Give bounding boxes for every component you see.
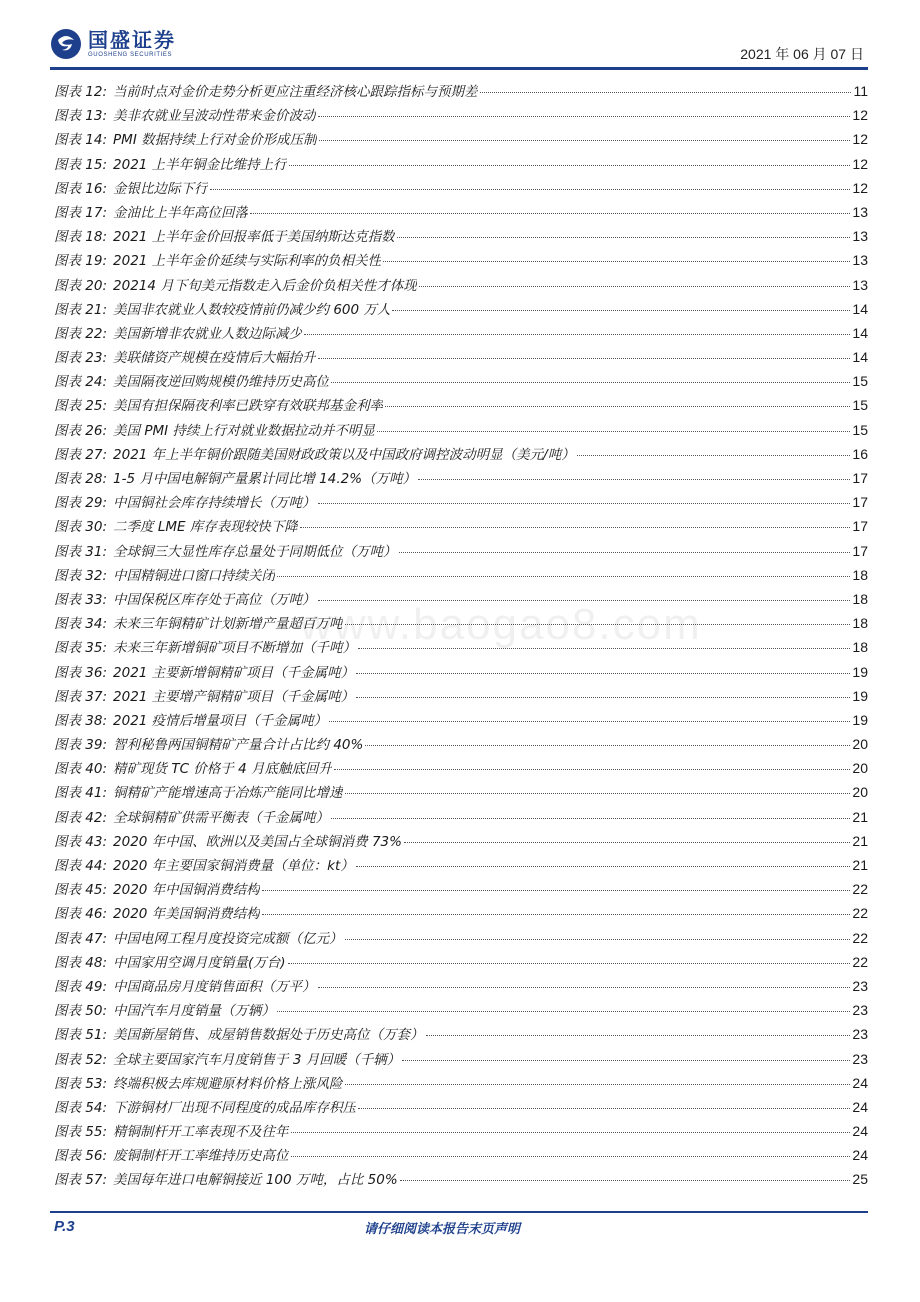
- figure-label: 图表 19:: [54, 253, 108, 270]
- figure-page-number: 14: [852, 349, 868, 366]
- figure-page-number: 16: [852, 445, 868, 462]
- figure-page-number: 17: [852, 470, 868, 486]
- toc-entry[interactable]: [54, 612, 868, 636]
- figure-title: 2021 年上半年铜价跟随美国财政政策以及中国政府调控波动明显（美元/吨）: [113, 446, 575, 463]
- figure-label: 图表 39:: [54, 737, 108, 754]
- leader-dots: [480, 92, 852, 93]
- figure-title: 废铜制杆开工率维持历史高位: [113, 1148, 289, 1165]
- leader-dots: [419, 286, 851, 287]
- figure-title: 美国有担保隔夜利率已跌穿有效联邦基金利率: [113, 398, 384, 415]
- toc-entry[interactable]: [54, 685, 868, 709]
- figure-page-number: 24: [852, 1074, 868, 1091]
- figure-page-number: 19: [852, 687, 868, 704]
- toc-entry[interactable]: [54, 322, 868, 346]
- leader-dots: [399, 552, 851, 553]
- leader-dots: [262, 890, 851, 891]
- toc-entry[interactable]: [54, 854, 868, 878]
- toc-entry[interactable]: [54, 153, 868, 177]
- figure-title: 金油比上半年高位回落: [113, 204, 249, 221]
- figure-title: 20214 月下旬美元指数走入后金价负相关性才体现: [113, 277, 417, 294]
- leader-dots: [358, 648, 850, 649]
- toc-entry[interactable]: [54, 781, 868, 805]
- toc-entry[interactable]: [54, 757, 868, 781]
- header-divider: [50, 67, 868, 70]
- toc-entry[interactable]: [54, 225, 868, 249]
- figure-title: 美国隔夜逆回购规模仍维持历史高位: [113, 374, 330, 391]
- figure-page-number: 20: [852, 736, 868, 753]
- figure-page-number: 22: [852, 881, 868, 898]
- leader-dots: [331, 382, 850, 383]
- figure-label: 图表 14:: [54, 132, 108, 149]
- leader-dots: [304, 334, 850, 335]
- figure-page-number: 24: [852, 1147, 868, 1164]
- figure-title: 全球铜精矿供需平衡表（千金属吨）: [113, 809, 330, 826]
- toc-entry[interactable]: [54, 298, 868, 322]
- figure-page-number: 24: [852, 1098, 868, 1115]
- guosheng-logo-icon: [50, 28, 82, 60]
- figure-page-number: 25: [852, 1171, 868, 1188]
- toc-entry[interactable]: [54, 709, 868, 733]
- figure-label: 图表 34:: [54, 616, 108, 633]
- toc-entry[interactable]: [54, 274, 868, 298]
- figure-label: 图表 40:: [54, 761, 108, 778]
- toc-entry[interactable]: [54, 1096, 868, 1120]
- figure-page-number: 14: [852, 300, 868, 317]
- figure-label: 图表 21:: [54, 301, 108, 318]
- report-date: 2021 年 06 月 07 日: [740, 46, 864, 62]
- figure-label: 图表 30:: [54, 519, 108, 536]
- figure-title: 中国保税区库存处于高位（万吨）: [113, 591, 316, 608]
- toc-entry[interactable]: [54, 878, 868, 902]
- figure-page-number: 22: [852, 905, 868, 922]
- figure-title: 美国非农就业人数较疫情前仍减少约 600 万人: [113, 301, 391, 318]
- leader-dots: [418, 479, 850, 480]
- leader-dots: [397, 237, 851, 238]
- figure-page-number: 18: [852, 615, 868, 632]
- figure-page-number: 12: [852, 155, 868, 172]
- leader-dots: [400, 1180, 851, 1181]
- figure-label: 图表 43:: [54, 833, 108, 850]
- figure-label: 图表 28:: [54, 471, 108, 487]
- leader-dots: [289, 165, 851, 166]
- leader-dots: [277, 576, 850, 577]
- figure-page-number: 23: [852, 1026, 868, 1043]
- leader-dots: [318, 503, 851, 504]
- figure-label: 图表 50:: [54, 1003, 108, 1020]
- leader-dots: [392, 310, 850, 311]
- figure-title: 2021 上半年金价回报率低于美国纳斯达克指数: [113, 229, 395, 246]
- toc-entry[interactable]: [54, 902, 868, 926]
- toc-entry[interactable]: [54, 661, 868, 685]
- toc-entry[interactable]: [54, 806, 868, 830]
- toc-entry[interactable]: [54, 1144, 868, 1168]
- figure-label: 图表 44:: [54, 858, 108, 874]
- leader-dots: [250, 213, 850, 214]
- figure-title: 2021 主要新增铜精矿项目（千金属吨）: [113, 664, 355, 681]
- figure-label: 图表 12:: [54, 84, 108, 100]
- leader-dots: [402, 1060, 850, 1061]
- figure-page-number: 12: [852, 179, 868, 196]
- toc-entry[interactable]: [54, 1023, 868, 1047]
- figure-title: 中国精铜进口窗口持续关闭: [113, 567, 276, 584]
- figure-label: 图表 36:: [54, 664, 108, 681]
- figure-label: 图表 46:: [54, 906, 108, 923]
- figure-page-number: 17: [852, 518, 868, 535]
- figure-label: 图表 17:: [54, 204, 108, 221]
- figure-label: 图表 48:: [54, 954, 108, 971]
- figure-label: 图表 15:: [54, 156, 108, 173]
- toc-entry[interactable]: [54, 249, 868, 273]
- figure-title: 下游铜材厂出现不同程度的成品库存积压: [113, 1099, 357, 1116]
- leader-dots: [345, 939, 851, 940]
- figure-page-number: 18: [852, 566, 868, 583]
- toc-entry[interactable]: [54, 733, 868, 757]
- figure-page-number: 23: [852, 977, 868, 994]
- figure-title: 美非农就业呈波动性带来金价波动: [113, 108, 316, 125]
- page-header: [0, 0, 920, 70]
- toc-entry[interactable]: [54, 1048, 868, 1072]
- toc-entry[interactable]: [54, 467, 868, 491]
- figure-title: 终端积极去库规避原材料价格上涨风险: [113, 1075, 343, 1092]
- leader-dots: [331, 818, 850, 819]
- leader-dots: [318, 987, 851, 988]
- figure-title: 未来三年新增铜矿项目不断增加（千吨）: [113, 640, 357, 657]
- leader-dots: [262, 914, 851, 915]
- leader-dots: [329, 721, 850, 722]
- leader-dots: [358, 1108, 850, 1109]
- figure-page-number: 20: [852, 760, 868, 777]
- figure-title: 美国每年进口电解铜接近 100 万吨，占比 50%: [113, 1172, 398, 1189]
- toc-entry[interactable]: [54, 80, 868, 104]
- figure-page-number: 22: [852, 953, 868, 970]
- figure-page-number: 15: [852, 397, 868, 414]
- figure-page-number: 15: [852, 421, 868, 438]
- leader-dots: [377, 431, 851, 432]
- figure-label: 图表 37:: [54, 688, 108, 705]
- figure-page-number: 11: [853, 83, 868, 99]
- toc-entry[interactable]: [54, 830, 868, 854]
- figure-label: 图表 47:: [54, 930, 108, 947]
- figure-label: 图表 53:: [54, 1075, 108, 1092]
- figure-label: 图表 42:: [54, 809, 108, 826]
- logo-name: 国盛证券: [88, 28, 176, 52]
- figure-title: 中国汽车月度销量（万辆）: [113, 1003, 276, 1020]
- figure-page-number: 13: [852, 276, 868, 293]
- figure-page-number: 18: [852, 639, 868, 656]
- leader-dots: [334, 769, 850, 770]
- figure-page-number: 20: [852, 784, 868, 801]
- figure-label: 图表 16:: [54, 180, 108, 197]
- figure-title: 2021 上半年金价延续与实际利率的负相关性: [113, 253, 382, 270]
- figure-page-number: 19: [852, 711, 868, 728]
- figure-title: 2020 年主要国家铜消费量（单位：kt）: [113, 858, 354, 874]
- figure-title: 美国 PMI 持续上行对就业数据拉动并不明显: [113, 422, 375, 439]
- figure-page-number: 24: [852, 1123, 868, 1140]
- figure-title: 精铜制杆开工率表现不及往年: [113, 1124, 289, 1141]
- toc-entry[interactable]: [54, 588, 868, 612]
- leader-dots: [318, 116, 851, 117]
- toc-entry[interactable]: [54, 636, 868, 660]
- page-number: P.3: [54, 1218, 75, 1235]
- figure-label: 图表 56:: [54, 1148, 108, 1165]
- figure-title: 2020 年美国铜消费结构: [113, 906, 260, 923]
- leader-dots: [385, 406, 850, 407]
- figure-title: 全球铜三大显性库存总量处于同期低位（万吨）: [113, 543, 397, 560]
- figure-label: 图表 55:: [54, 1124, 108, 1141]
- leader-dots: [383, 261, 850, 262]
- leader-dots: [365, 745, 850, 746]
- figure-page-number: 14: [852, 324, 868, 341]
- brand-logo: [50, 28, 176, 60]
- toc-entry[interactable]: [54, 346, 868, 370]
- leader-dots: [291, 1156, 851, 1157]
- figure-page-number: 17: [852, 494, 868, 511]
- toc-entry[interactable]: [54, 540, 868, 564]
- figure-page-number: 12: [852, 131, 868, 148]
- figure-title: 2021 主要增产铜精矿项目（千金属吨）: [113, 688, 355, 705]
- figure-page-number: 19: [852, 663, 868, 680]
- figure-title: 铜精矿产能增速高于冶炼产能同比增速: [113, 785, 343, 802]
- figure-label: 图表 23:: [54, 350, 108, 367]
- figure-label: 图表 35:: [54, 640, 108, 657]
- figure-page-number: 13: [852, 203, 868, 220]
- leader-dots: [577, 455, 851, 456]
- leader-dots: [318, 358, 851, 359]
- figure-label: 图表 31:: [54, 543, 108, 560]
- figure-title: 智利秘鲁两国铜精矿产量合计占比约 40%: [113, 737, 364, 754]
- figure-label: 图表 51:: [54, 1027, 108, 1044]
- figure-label: 图表 27:: [54, 446, 108, 463]
- figure-label: 图表 45:: [54, 882, 108, 899]
- leader-dots: [404, 842, 850, 843]
- figure-label: 图表 22:: [54, 325, 108, 342]
- toc-entry[interactable]: [54, 515, 868, 539]
- leader-dots: [291, 1132, 851, 1133]
- figure-title: 美国新增非农就业人数边际减少: [113, 325, 303, 342]
- leader-dots: [356, 866, 851, 867]
- leader-dots: [426, 1035, 851, 1036]
- footer-divider: [50, 1211, 868, 1213]
- figure-label: 图表 52:: [54, 1051, 108, 1068]
- leader-dots: [318, 600, 851, 601]
- leader-dots: [345, 624, 851, 625]
- figure-page-number: 17: [852, 542, 868, 559]
- toc-entry[interactable]: [54, 491, 868, 515]
- figure-label: 图表 18:: [54, 229, 108, 246]
- leader-dots: [277, 1011, 850, 1012]
- leader-dots: [288, 963, 851, 964]
- toc-entry[interactable]: [54, 1120, 868, 1144]
- figure-page-number: 22: [852, 929, 868, 946]
- toc-entry[interactable]: [54, 1168, 868, 1192]
- figure-page-number: 21: [852, 857, 868, 873]
- figure-label: 图表 24:: [54, 374, 108, 391]
- figure-title: PMI 数据持续上行对金价形成压制: [113, 132, 317, 149]
- figure-title: 中国铜社会库存持续增长（万吨）: [113, 495, 316, 512]
- figure-label: 图表 32:: [54, 567, 108, 584]
- toc-entry[interactable]: [54, 177, 868, 201]
- figure-title: 当前时点对金价走势分析更应注重经济核心跟踪指标与预期差: [113, 84, 478, 100]
- leader-dots: [300, 527, 851, 528]
- figure-label: 图表 54:: [54, 1099, 108, 1116]
- toc-entry[interactable]: [54, 128, 868, 152]
- figure-page-number: 18: [852, 590, 868, 607]
- figure-title: 中国电网工程月度投资完成额（亿元）: [113, 930, 343, 947]
- leader-dots: [210, 189, 851, 190]
- figure-title: 全球主要国家汽车月度销售于 3 月回暖（千辆）: [113, 1051, 401, 1068]
- figure-title: 美联储资产规模在疫情后大幅抬升: [113, 350, 316, 367]
- toc-entry[interactable]: [54, 394, 868, 418]
- toc-entry[interactable]: [54, 419, 868, 443]
- leader-dots: [345, 793, 851, 794]
- figure-title: 2020 年中国、欧洲以及美国占全球铜消费 73%: [113, 833, 402, 850]
- figure-label: 图表 57:: [54, 1172, 108, 1189]
- figure-title: 中国商品房月度销售面积（万平）: [113, 978, 316, 995]
- leader-dots: [345, 1084, 851, 1085]
- toc-entry[interactable]: [54, 443, 868, 467]
- figure-page-number: 15: [852, 373, 868, 390]
- watermark: www.baogao8.com: [300, 600, 702, 649]
- toc-entry[interactable]: [54, 999, 868, 1023]
- leader-dots: [356, 673, 850, 674]
- figure-label: 图表 41:: [54, 785, 108, 802]
- toc-entry[interactable]: [54, 370, 868, 394]
- figure-label: 图表 38:: [54, 712, 108, 729]
- figure-page-number: 13: [852, 252, 868, 269]
- figure-page-number: 13: [852, 228, 868, 245]
- figure-title: 2021 疫情后增量项目（千金属吨）: [113, 712, 328, 729]
- figure-label: 图表 29:: [54, 495, 108, 512]
- figure-label: 图表 25:: [54, 398, 108, 415]
- toc-entry[interactable]: [54, 927, 868, 951]
- figure-title: 2021 上半年铜金比维持上行: [113, 156, 287, 173]
- figure-title: 美国新屋销售、成屋销售数据处于历史高位（万套）: [113, 1027, 424, 1044]
- figure-label: 图表 20:: [54, 277, 108, 294]
- leader-dots: [319, 140, 851, 141]
- figure-page-number: 21: [852, 808, 868, 825]
- figure-title: 未来三年铜精矿计划新增产量超百万吨: [113, 616, 343, 633]
- toc-entry[interactable]: [54, 201, 868, 225]
- logo-english-name: GUOSHENG SECURITIES: [88, 52, 173, 58]
- figure-page-number: 12: [852, 107, 868, 124]
- figure-list: [54, 80, 868, 1193]
- toc-entry[interactable]: [54, 104, 868, 128]
- toc-entry[interactable]: [54, 1072, 868, 1096]
- figure-label: 图表 26:: [54, 422, 108, 439]
- disclaimer-note: 请仔细阅读本报告末页声明: [364, 1222, 521, 1237]
- toc-entry[interactable]: [54, 975, 868, 999]
- figure-page-number: 21: [852, 832, 868, 849]
- figure-title: 2020 年中国铜消费结构: [113, 882, 260, 899]
- toc-entry[interactable]: [54, 564, 868, 588]
- figure-title: 中国家用空调月度销量(万台): [113, 954, 286, 971]
- figure-label: 图表 13:: [54, 108, 108, 125]
- figure-label: 图表 49:: [54, 978, 108, 995]
- leader-dots: [356, 697, 850, 698]
- figure-page-number: 23: [852, 1002, 868, 1019]
- figure-title: 精矿现货 TC 价格于 4 月底触底回升: [113, 761, 332, 778]
- toc-entry[interactable]: [54, 951, 868, 975]
- figure-page-number: 23: [852, 1050, 868, 1067]
- figure-label: 图表 33:: [54, 591, 108, 608]
- figure-title: 二季度 LME 库存表现较快下降: [113, 519, 298, 536]
- figure-title: 金银比边际下行: [113, 180, 208, 197]
- figure-title: 1-5 月中国电解铜产量累计同比增 14.2%（万吨）: [113, 471, 417, 487]
